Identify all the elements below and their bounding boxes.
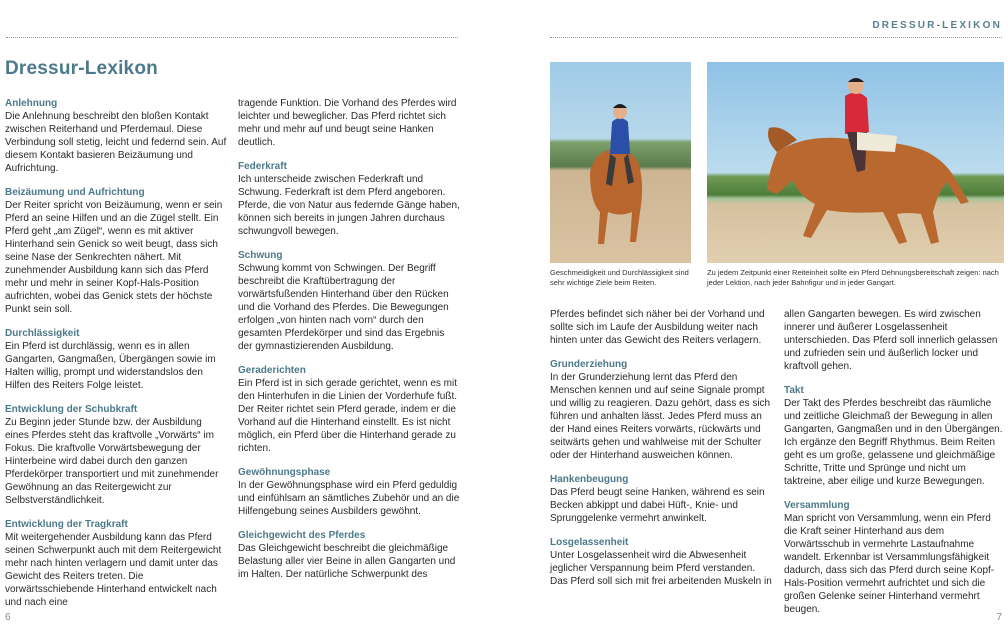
lexicon-definition: Man spricht von Versammlung, wenn ein Pferd die Kraft seiner Hinterhand aus dem Vorwärtsschub in vermehrte Lastaufnahme wandelt. Erkennbar ist Versammlungsfähigkeit dadurch, dass sich das Pferd durch seine Kopf-Hals-Position vermehrt aufrichtet und sich die großen Gelenke seiner Hinterhand vermehrt beugen. <box>784 513 995 615</box>
column-4 <box>784 308 1006 616</box>
lexicon-definition: Das Pferd beugt seine Hanken, während es sein Becken abkippt und dabei Hüft-, Knie- und Sprunggelenke vermehrt anwinkelt. <box>550 487 765 524</box>
lexicon-definition: Die Anlehnung beschreibt den bloßen Kontakt zwischen Reiterhand und Pferdemaul. Diese Verbindung soll stetig, leicht und federnd sein. Auf diesem Kontakt basieren Beizäumung und Aufrichtung. <box>5 111 227 174</box>
column-1 <box>5 97 227 609</box>
running-header: DRESSUR-LEXIKON <box>872 20 1002 31</box>
lexicon-term: Geraderichten <box>238 365 306 376</box>
lexicon-term: Gleichgewicht des Pferdes <box>238 530 366 541</box>
lexicon-term: Grunderziehung <box>550 359 628 370</box>
lexicon-term: Federkraft <box>238 161 287 172</box>
lexicon-term: Entwicklung der Schubkraft <box>5 404 138 415</box>
photo-rider-front <box>550 62 691 263</box>
lexicon-definition: Mit weitergehender Ausbildung kann das Pferd seinen Schwerpunkt auch mit dem Reitergewicht mehr nach hinten verlagern und damit unter das Gewicht des Reiters treten. Die vorwärtsschiebende Hinterhand entwickelt nach und nach eine <box>5 532 222 608</box>
divider-left <box>6 37 458 38</box>
page-number-left: 6 <box>5 612 11 623</box>
lexicon-term: Anlehnung <box>5 98 58 109</box>
lexicon-definition: In der Gewöhnungsphase wird ein Pferd geduldig und einfühlsam an sämtliches Zubehör und an die Hilfengebung seines Ausbilders gewöhnt. <box>238 480 460 517</box>
lexicon-term: Beizäumung und Aufrichtung <box>5 187 145 198</box>
lexicon-definition: Der Takt des Pferdes beschreibt das räumliche und zeitliche Gleichmaß der Bewegung in allen Gangarten, Gangmaßen und in den Übergängen. Ich ergänze den Begriff Rhythmus. Beim Reiten geht es um große, gelassene und gleichmäßige Schritte, Tritte und Sprünge und nicht um taktreine, aber eilige und kurze Bewegungen. <box>784 398 1003 487</box>
horse-rider-illustration <box>707 62 1004 263</box>
lexicon-definition: Ein Pferd ist durchlässig, wenn es in allen Gangarten, Gangmaßen, Übergängen sowie im Halten willig, prompt und widerstandslos den Hilfen des Reiters Folge leistet. <box>5 341 216 391</box>
lexicon-term: Gewöhnungsphase <box>238 467 331 478</box>
page-title: Dressur-Lexikon <box>5 58 158 79</box>
lexicon-definition: Pferdes befindet sich näher bei der Vorhand und sollte sich im Laufe der Ausbildung weiter nach hinten unter das Gewicht des Reiters verlagern. <box>550 309 765 346</box>
divider-right <box>550 37 1002 38</box>
lexicon-term: Entwicklung der Tragkraft <box>5 519 128 530</box>
lexicon-definition: allen Gangarten bewegen. Es wird zwischen innerer und äußerer Losgelassenheit unterschieden. Das Pferd soll innerlich gelassen und zufrieden sein und äußerlich locker und kraftvoll gehen. <box>784 309 998 372</box>
lexicon-definition: tragende Funktion. Die Vorhand des Pferdes wird leichter und beweglicher. Das Pferd richtet sich mehr und mehr auf und beugt seine Hanken deutlich. <box>238 98 457 148</box>
lexicon-term: Durchlässigkeit <box>5 328 80 339</box>
lexicon-definition: In der Grunderziehung lernt das Pferd den Menschen kennen und auf seine Signale prompt und willig zu reagieren. Dazu gehört, dass es sich führen und anhalten lässt. Jedes Pferd muss an der Hand eines Reiters vorwärts, rückwärts und seitwärts gehen und wahlweise mit der Schulter oder der Hinterhand ausweichen können. <box>550 372 771 461</box>
photo-rider-trot <box>707 62 1004 263</box>
lexicon-definition: Ein Pferd ist in sich gerade gerichtet, wenn es mit den Hinterhufen in die Linien der Vorderhufe fußt. Der Reiter richtet sein Pferd gerade, indem er die Vorhand auf die Hinterhand einstellt. Es ist nicht möglich, ein Pferd über die Hinterhand gerade zu richten. <box>238 378 458 454</box>
lexicon-definition: Ich unterscheide zwischen Federkraft und Schwung. Federkraft ist dem Pferd angeboren. Pferde, die von Natur aus federnde Gänge haben, können sich bereits in jungen Jahren durchaus schwungvoll bewegen. <box>238 174 460 237</box>
lexicon-term: Versammlung <box>784 500 850 511</box>
column-2 <box>238 97 460 581</box>
lexicon-term: Losgelassenheit <box>550 537 629 548</box>
lexicon-definition: Der Reiter spricht von Beizäumung, wenn er sein Pferd an seine Hilfen und an die Zügel stellt. Ein Pferd geht „am Zügel“, wenn es mit aktiver Hinterhand sein Genick so weit beugt, dass sich seine Nase der Senkrechten nähert. Mit zunehmender Ausbildung kann sich das Pferd mehr und mehr in seiner Kopf-Hals-Position aufrichten, wobei das Genick stets der höchste Punkt sein soll. <box>5 200 223 315</box>
photo-caption-1: Geschmeidigkeit und Durchlässigkeit sind sehr wichtige Ziele beim Reiten. <box>550 268 689 287</box>
lexicon-definition: Das Gleichgewicht beschreibt die gleichmäßige Belastung aller vier Beine in allen Gangarten und im Halten. Der natürliche Schwerpunkt des <box>238 543 456 580</box>
photo-caption-2: Zu jedem Zeitpunkt einer Reiteinheit sollte ein Pferd Dehnungsbereitschaft zeigen: nach jeder Lektion, nach jeder Bahnfigur und in jeder Gangart. <box>707 268 999 287</box>
lexicon-term: Hankenbeugung <box>550 474 629 485</box>
page-number-right: 7 <box>996 612 1002 623</box>
lexicon-definition: Zu Beginn jeder Stunde bzw. der Ausbildung eines Pferdes steht das kraftvolle „Vorwärts“ im Fokus. Die kraftvolle Vorwärtsbewegung der Hinterbeine wird dabei durch den ganzen Pferdekörper transportiert und mit zunehmender Gewöhnung an das Reitergewicht zur Selbstverständlichkeit. <box>5 417 219 506</box>
horse-rider-illustration <box>550 62 691 263</box>
column-3 <box>550 308 772 588</box>
lexicon-term: Takt <box>784 385 804 396</box>
lexicon-term: Schwung <box>238 250 283 261</box>
lexicon-definition: Unter Losgelassenheit wird die Abwesenheit jeglicher Verspannung beim Pferd verstanden. Das Pferd soll sich mit frei arbeitenden Muskeln in <box>550 550 772 587</box>
lexicon-definition: Schwung kommt von Schwingen. Der Begriff beschreibt die Kraftübertragung der vorwärtsfußenden Hinterhand über den Rücken und die Vorhand des Pferdes. Die Bewegungen erfolgen „von hinten nach vorn“ durch den gesamten Pferdekörper und sind das Ergebnis der gymnastizierenden Ausbildung. <box>238 263 449 352</box>
